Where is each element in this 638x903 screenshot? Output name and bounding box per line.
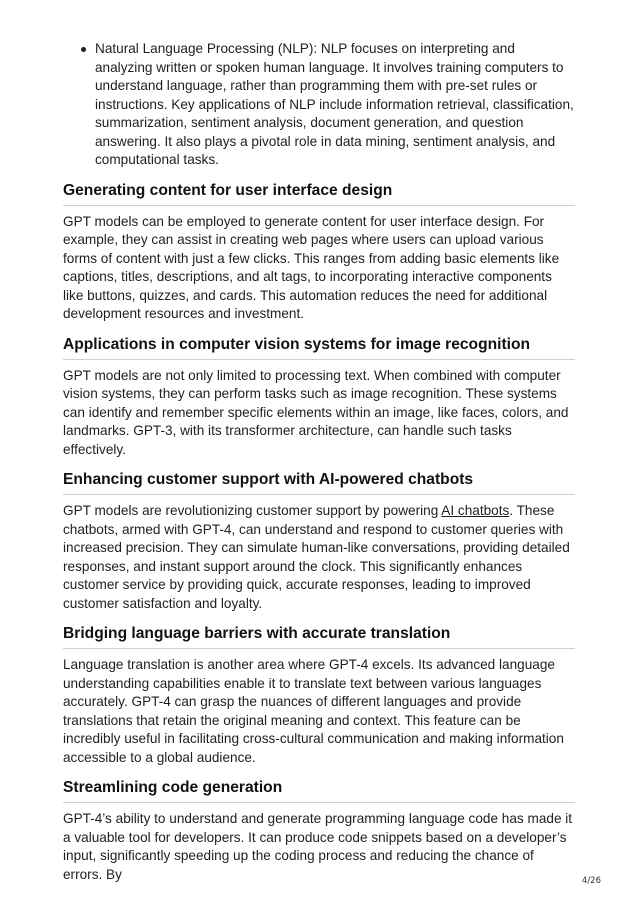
- section-computer-vision: [63, 335, 575, 460]
- bullet-list: [79, 40, 575, 170]
- section-heading: Streamlining code generation: [63, 778, 575, 803]
- section-body: [63, 502, 575, 613]
- section-chatbots: [63, 470, 575, 613]
- section-heading: Bridging language barriers with accurate translation: [63, 624, 575, 649]
- section-code-generation: [63, 778, 575, 884]
- section-heading: Enhancing customer support with AI-powered chatbots: [63, 470, 575, 495]
- bullet-dot-icon: [81, 47, 86, 52]
- document-page: [63, 40, 575, 884]
- section-ui-design: [63, 181, 575, 324]
- section-body: Language translation is another area where GPT-4 excels. Its advanced language understanding capabilities enable it to translate text between various languages accurately. GPT-4 can grasp the nuances of different languages and provide translations that retain the original meaning and context. This feature can be incredibly useful in facilitating cross-cultural communication and making information accessible to a global audience.: [63, 657, 564, 765]
- page-number: 4/26: [581, 876, 601, 886]
- section-body-text-after-link: . These chatbots, armed with GPT-4, can understand and respond to customer queries with increased precision. They can simulate human-like conversations, providing detailed responses, and instant support around the clock. This significantly enhances customer service by providing quick, accurate responses, leading to improved customer satisfaction and loyalty.: [63, 503, 570, 611]
- section-body-text-before-link: GPT models are revolutionizing customer support by powering: [63, 503, 442, 518]
- section-body: GPT models can be employed to generate content for user interface design. For example, they can assist in creating web pages where users can upload various forms of content with just a few clicks. This ranges from adding basic elements like captions, titles, descriptions, and alt tags, to incorporating interactive components like buttons, quizzes, and cards. This automation reduces the need for additional development resources and investment.: [63, 213, 560, 321]
- section-heading: Generating content for user interface design: [63, 181, 575, 206]
- section-heading: Applications in computer vision systems for image recognition: [63, 335, 575, 360]
- bullet-item-nlp: [79, 40, 575, 170]
- ai-chatbots-link[interactable]: AI chatbots: [441, 503, 510, 518]
- section-translation: [63, 624, 575, 767]
- bullet-item-text: Natural Language Processing (NLP): NLP focuses on interpreting and analyzing written or spoken human language. It involves training computers to understand language, rather than programming them with pre-set rules or instructions. Key applications of NLP include information retrieval, classification, summarization, sentiment analysis, document generation, and question answering. It also plays a pivotal role in data mining, sentiment analysis, and computational tasks.: [95, 41, 574, 167]
- section-body: GPT-4’s ability to understand and generate programming language code has made it a valuable tool for developers. It can produce code snippets based on a developer’s input, significantly speeding up the coding process and reducing the chance of errors. By: [63, 811, 573, 882]
- section-body: GPT models are not only limited to processing text. When combined with computer vision systems, they can perform tasks such as image recognition. These systems can identify and remember specific elements within an image, like faces, colors, and landmarks. GPT-3, with its transformer architecture, can handle such tasks effectively.: [63, 367, 569, 457]
